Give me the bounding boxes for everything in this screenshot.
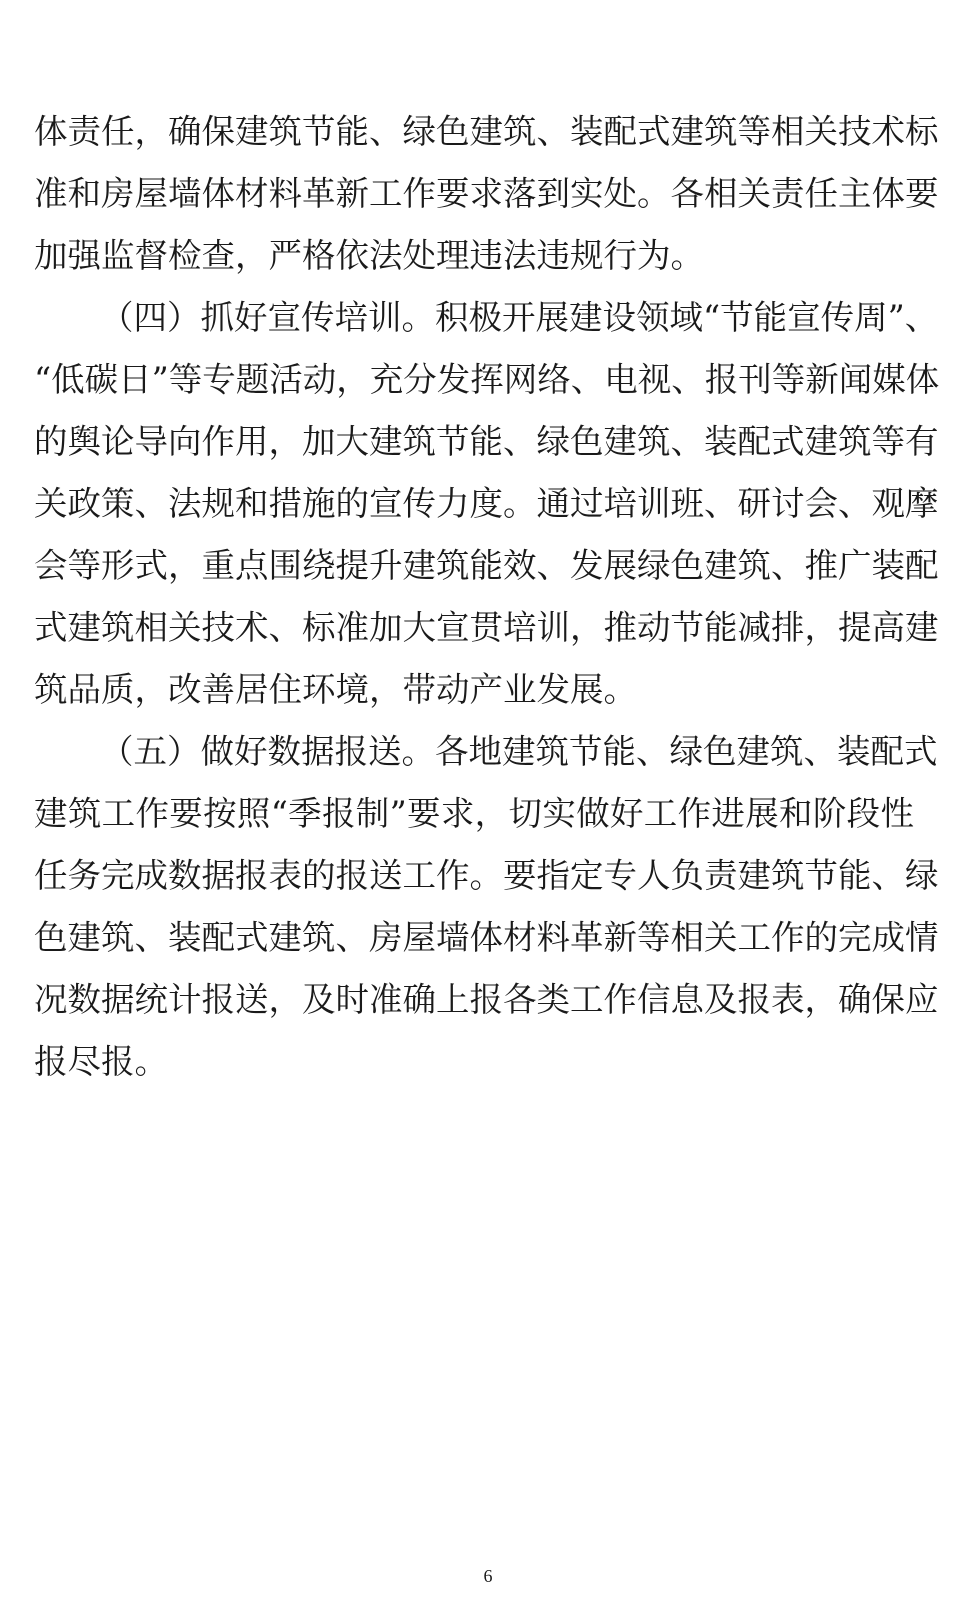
text-line: 况数据统计报送，及时准确上报各类工作信息及报表，确保应 bbox=[34, 980, 939, 1019]
text-line: 报尽报。 bbox=[34, 1042, 168, 1081]
text-line: 准和房屋墙体材料革新工作要求落到实处。各相关责任主体要 bbox=[34, 174, 939, 213]
text-line: 加强监督检查，严格依法处理违法违规行为。 bbox=[34, 236, 704, 275]
text-line: 筑品质，改善居住环境，带动产业发展。 bbox=[34, 670, 637, 709]
page-number: 6 bbox=[483, 1566, 493, 1586]
text-line: 会等形式，重点围绕提升建筑能效、发展绿色建筑、推广装配 bbox=[34, 546, 939, 585]
text-line: “低碳日”等专题活动，充分发挥网络、电视、报刊等新闻媒体 bbox=[34, 360, 940, 399]
text-line: 体责任，确保建筑节能、绿色建筑、装配式建筑等相关技术标 bbox=[34, 112, 939, 151]
text-line: 建筑工作要按照“季报制”要求，切实做好工作进展和阶段性 bbox=[34, 794, 914, 833]
text-line: 任务完成数据报表的报送工作。要指定专人负责建筑节能、绿 bbox=[34, 856, 939, 895]
text-line: 色建筑、装配式建筑、房屋墙体材料革新等相关工作的完成情 bbox=[34, 918, 939, 957]
text-line: 关政策、法规和措施的宣传力度。通过培训班、研讨会、观摩 bbox=[34, 484, 939, 523]
text-line: 的舆论导向作用，加大建筑节能、绿色建筑、装配式建筑等有 bbox=[34, 422, 939, 461]
text-line: 式建筑相关技术、标准加大宣贯培训，推动节能减排，提高建 bbox=[34, 608, 939, 647]
section-five-heading-line: （五）做好数据报送。各地建筑节能、绿色建筑、装配式 bbox=[100, 732, 938, 771]
section-four-heading-line: （四）抓好宣传培训。积极开展建设领域“节能宣传周”、 bbox=[100, 298, 939, 337]
